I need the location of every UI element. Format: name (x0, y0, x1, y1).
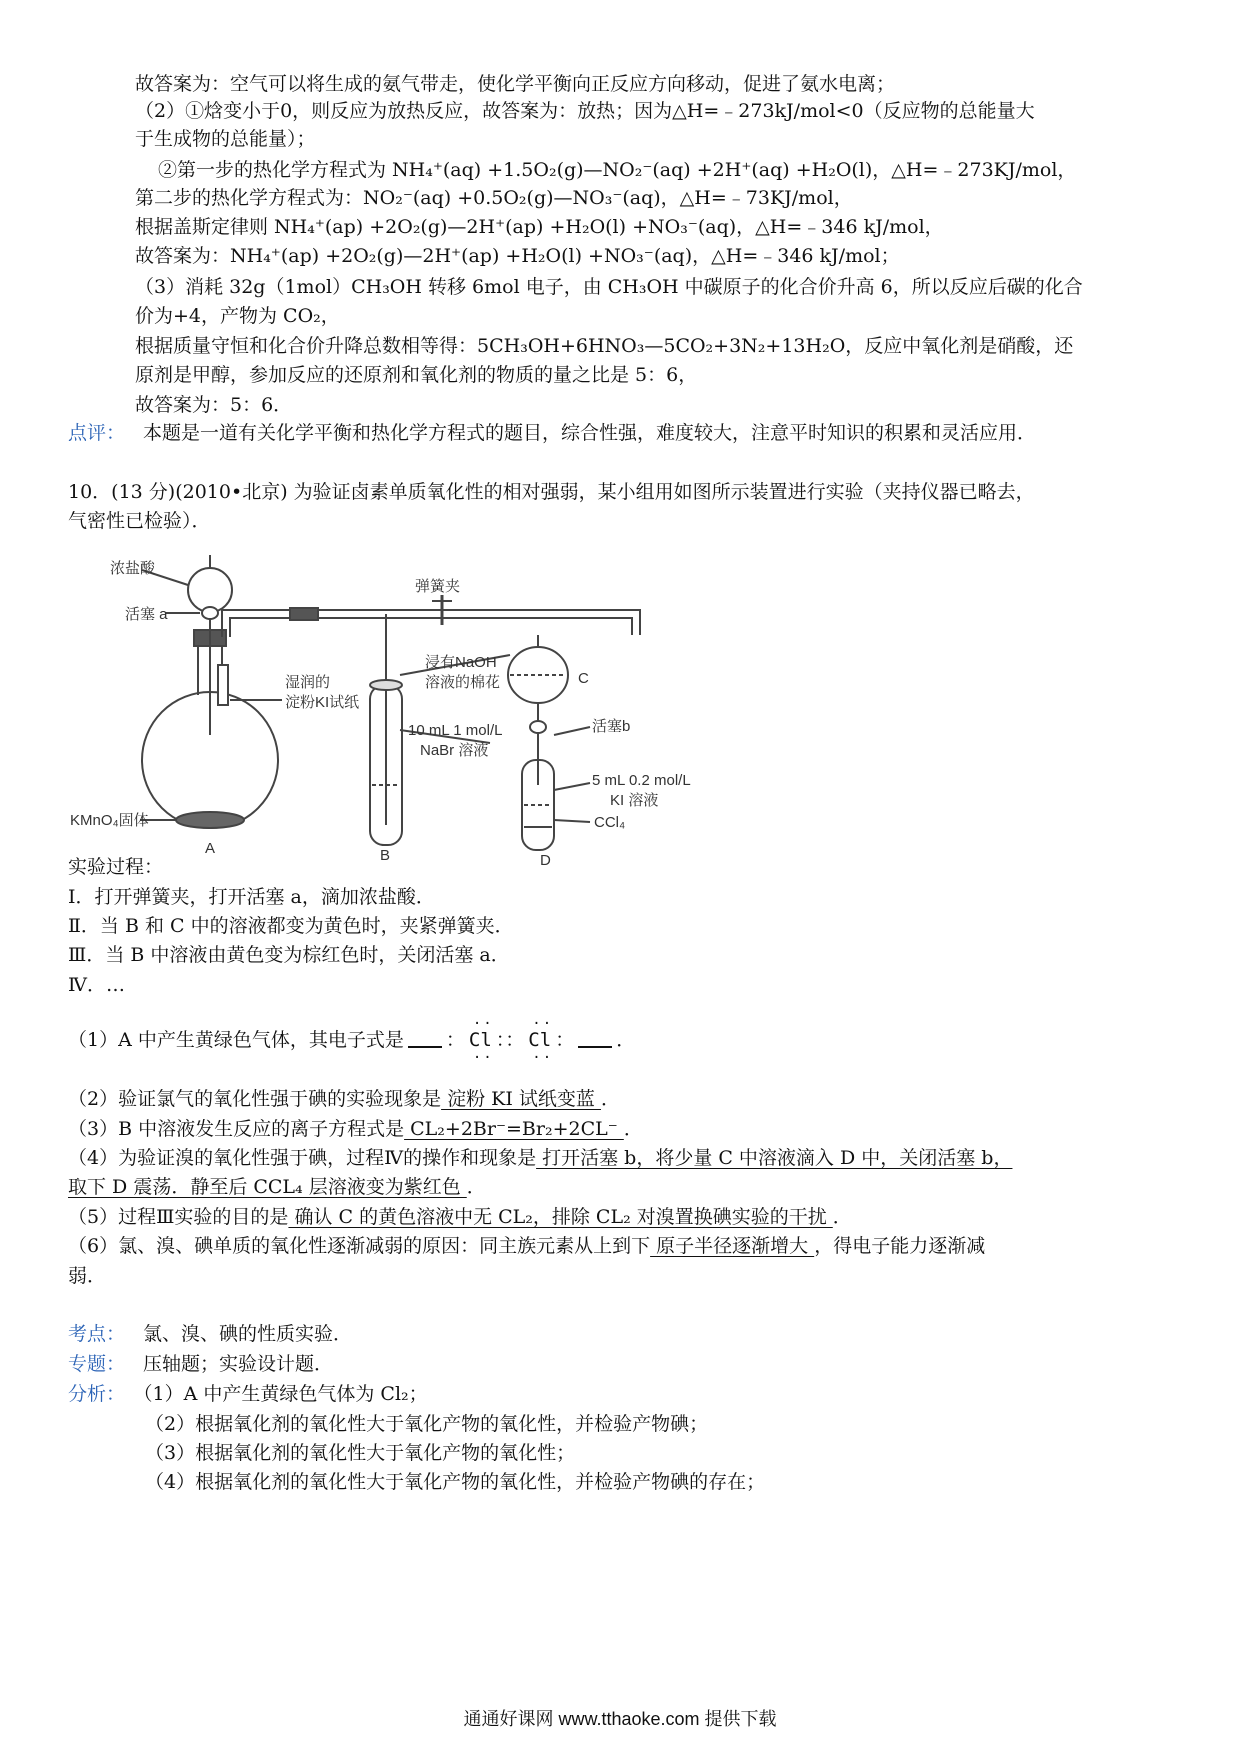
subq-4-cont: 取下 D 震荡．静至后 CCL₄ 层溶液变为紫红色 ． (68, 1176, 486, 1198)
subq-1: （1）A 中产生黄绿色气体，其电子式是 ： ·· Cl ·· ：： ·· Cl ·· ： ． (68, 1016, 636, 1066)
comment-row (68, 421, 1036, 445)
subq-2: （2）验证氯气的氧化性强于碘的实验现象是 淀粉 KI 试纸变蓝 ． (68, 1088, 620, 1110)
stopcock-b-valve (530, 721, 546, 733)
subq-6-cont: 弱． (68, 1265, 107, 1287)
label-naoh-cotton-1: 浸有NaOH (425, 654, 497, 671)
label-nabr-2: NaBr 溶液 (420, 742, 489, 759)
fenxi-row: 分析： （1）A 中产生黄绿色气体为 Cl₂； (68, 1383, 428, 1405)
subq-3: （3）B 中溶液发生反应的离子方程式是 CL₂+2Br⁻=Br₂+2CL⁻ ． (68, 1118, 643, 1140)
electron-dot-cl-1: ·· Cl ·· (468, 1016, 494, 1066)
answer-line-9: 价为+4，产物为 CO₂， (135, 305, 340, 327)
answer-line-5: 第二步的热化学方程式为：NO₂⁻(aq) +0.5O₂(g)—NO₃⁻(aq)，△H=﹣73KJ/mol， (135, 187, 853, 209)
kmno4-solid (176, 812, 244, 828)
electron-dot-cl-2: ·· Cl ·· (528, 1016, 554, 1066)
label-d: D (540, 852, 551, 869)
subq-1-text: （1）A 中产生黄绿色气体，其电子式是 (68, 1029, 404, 1051)
step-3: Ⅲ．当 B 中溶液由黄色变为棕红色时，关闭活塞 a． (68, 944, 510, 966)
step-1: Ⅰ．打开弹簧夹，打开活塞 a，滴加浓盐酸． (68, 886, 435, 908)
label-spring-clip: 弹簧夹 (415, 578, 461, 595)
answer-4-part-2: 取下 D 震荡．静至后 CCL₄ 层溶液变为紫红色 (68, 1176, 467, 1198)
answer-line-11: 原剂是甲醇，参加反应的还原剂和氧化剂的物质的量之比是 5：6， (135, 364, 698, 386)
question-10-line-1: 10．(13 分)(2010•北京) 为验证卤素单质氧化性的相对强弱，某小组用如图所示装置进行实验（夹持仪器已略去， (68, 481, 1035, 503)
step-2: Ⅱ．当 B 和 C 中的溶液都变为黄色时，夹紧弹簧夹． (68, 915, 514, 937)
zhuanti-row: 专题： 压轴题；实验设计题． (68, 1353, 334, 1375)
answer-line-8: （3）消耗 32g（1mol）CH₃OH 转移 6mol 电子，由 CH₃OH 中碳原子的化合价升高 6，所以反应后碳的化合 (135, 276, 1083, 298)
answer-line-3: 于生成物的总能量）； (135, 128, 316, 150)
analysis-2: （2）根据氧化剂的氧化性大于氧化产物的氧化性，并检验产物碘； (145, 1413, 709, 1435)
label-nabr-1: 10 mL 1 mol/L (408, 722, 503, 739)
answer-3: CL₂+2Br⁻=Br₂+2CL⁻ (404, 1118, 624, 1140)
stopcock-a-valve (202, 607, 218, 619)
answer-4-part-1: 打开活塞 b，将少量 C 中溶液滴入 D 中，关闭活塞 b， (536, 1147, 1013, 1169)
answer-line-2: （2）①焓变小于0，则反应为放热反应，故答案为：放热；因为△H=﹣273kJ/mol<0（反应物的总能量大 (135, 100, 1035, 122)
answer-line-10: 根据质量守恒和化合价升降总数相等得：5CH₃OH+6HNO₃—5CO₂+3N₂+13H₂O，反应中氧化剂是硝酸，还 (135, 335, 1074, 357)
subq-6: （6）氯、溴、碘单质的氧化性逐渐减弱的原因：同主族元素从上到下 原子半径逐渐增大 ，得电子能力逐渐减 (68, 1235, 986, 1257)
answer-line-6: 根据盖斯定律则 NH₄⁺(ap) +2O₂(g)—2H⁺(ap) +H₂O(l) +NO₃⁻(aq)，△H=﹣346 kJ/mol， (135, 216, 944, 238)
label-stopcock-a: 活塞 a (125, 606, 168, 623)
label-kmno4: KMnO₄固体 (70, 812, 149, 829)
kaodian-row: 考点： 氯、溴、碘的性质实验． (68, 1323, 353, 1345)
answer-6: 原子半径逐渐增大 (650, 1235, 815, 1257)
ki-paper (218, 665, 228, 705)
answer-5: 确认 C 的黄色溶液中无 CL₂，排除 CL₂ 对溴置换碘实验的干扰 (288, 1206, 833, 1228)
label-moist-paper-1: 湿润的 (285, 674, 331, 691)
label-stopcock-b: 活塞b (592, 718, 631, 735)
label-ccl4: CCl₄ (594, 814, 626, 831)
label-moist-paper-2: 淀粉KI试纸 (285, 694, 360, 711)
answer-line-4: ②第一步的热化学方程式为 NH₄⁺(aq) +1.5O₂(g)—NO₂⁻(aq) +2H⁺(aq) +H₂O(l)，△H=﹣273KJ/mol， (158, 159, 1077, 181)
answer-line-7: 故答案为：NH₄⁺(ap) +2O₂(g)—2H⁺(ap) +H₂O(l) +NO₃⁻(aq)，△H=﹣346 kJ/mol； (135, 245, 900, 267)
subq-5: （5）过程Ⅲ实验的目的是 确认 C 的黄色溶液中无 CL₂，排除 CL₂ 对溴置换碘实验的干扰 ． (68, 1206, 852, 1228)
label-naoh-cotton-2: 溶液的棉花 (425, 674, 501, 691)
analysis-4: （4）根据氧化剂的氧化性大于氧化产物的氧化性，并检验产物碘的存在； (145, 1471, 766, 1493)
rubber-connector (290, 608, 318, 620)
blank (408, 1028, 442, 1048)
answer-line-12: 故答案为：5：6． (135, 394, 293, 416)
blank (578, 1028, 612, 1048)
comment-label: 点评： (68, 422, 126, 444)
comment-text: 本题是一道有关化学平衡和热化学方程式的题目，综合性强，难度较大，注意平时知识的积累和灵活应用． (143, 422, 1037, 444)
process-heading: 实验过程： (68, 856, 164, 878)
label-ki-1: 5 mL 0.2 mol/L (592, 772, 691, 789)
question-10-line-2: 气密性已检验）． (68, 510, 211, 532)
analysis-3: （3）根据氧化剂的氧化性大于氧化产物的氧化性； (145, 1442, 576, 1464)
page-footer: 通通好课网 www.tthaoke.com 提供下载 (463, 1709, 777, 1729)
answer-line-1: 故答案为：空气可以将生成的氨气带走，使化学平衡向正反应方向移动，促进了氨水电离； (135, 73, 896, 95)
label-b: B (380, 847, 391, 864)
label-c: C (578, 670, 589, 687)
label-conc-hcl: 浓盐酸 (110, 560, 156, 577)
answer-2: 淀粉 KI 试纸变蓝 (441, 1088, 601, 1110)
label-a: A (205, 840, 216, 857)
step-4: Ⅳ．… (68, 974, 125, 996)
label-ki-2: KI 溶液 (610, 792, 659, 809)
subq-4: （4）为验证溴的氧化性强于碘，过程Ⅳ的操作和现象是 打开活塞 b，将少量 C 中溶液滴入 D 中，关闭活塞 b， (68, 1147, 1013, 1169)
